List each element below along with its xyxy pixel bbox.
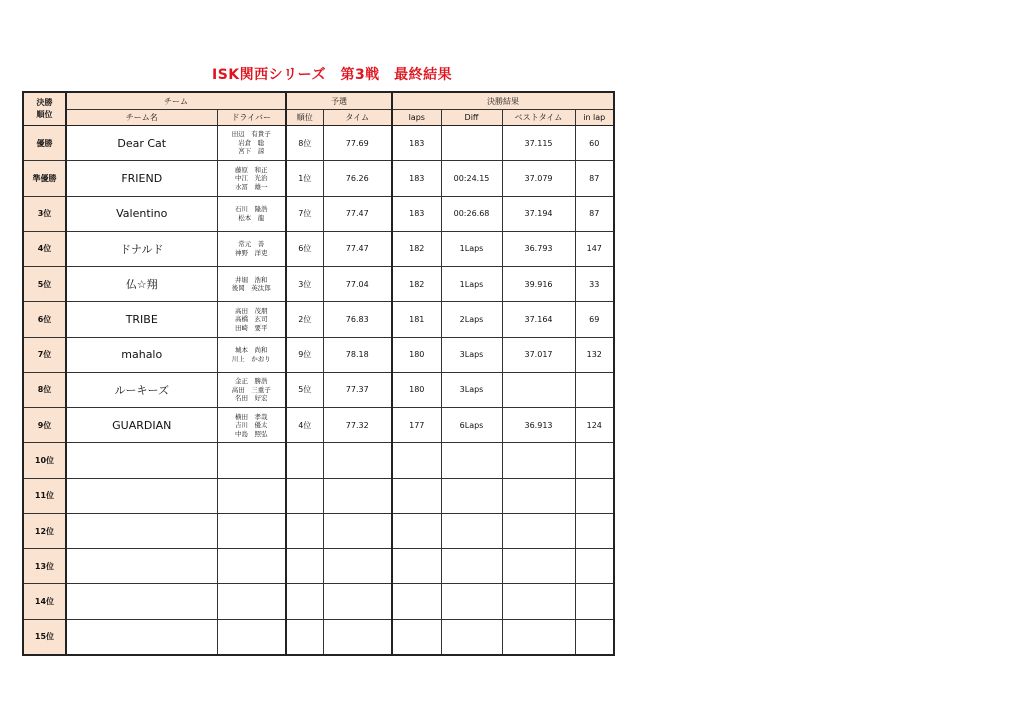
in-lap-cell: 147 (575, 231, 614, 266)
laps-cell: 183 (392, 161, 441, 196)
rank-cell: 優勝 (23, 126, 66, 161)
in-lap-cell (575, 372, 614, 407)
table-row (23, 372, 614, 407)
header-in-lap: in lap (575, 110, 614, 126)
header-rank-text: 決勝 順位 (36, 98, 53, 119)
qual-time-cell (323, 443, 392, 478)
team-name-cell: ドナルド (66, 231, 217, 266)
rank-cell: 14位 (23, 584, 66, 619)
qual-time-cell: 77.47 (323, 231, 392, 266)
qual-rank-cell: 2位 (286, 302, 323, 337)
in-lap-cell: 87 (575, 161, 614, 196)
qual-rank-cell: 7位 (286, 196, 323, 231)
qual-time-cell: 77.04 (323, 267, 392, 302)
driver-cell (217, 478, 286, 513)
diff-cell (441, 443, 502, 478)
team-name-cell (66, 443, 217, 478)
team-name-cell: Valentino (66, 196, 217, 231)
best-time-cell: 39.916 (502, 267, 575, 302)
laps-cell (392, 619, 441, 655)
table-row (23, 443, 614, 478)
best-time-cell: 37.115 (502, 126, 575, 161)
laps-cell (392, 443, 441, 478)
best-time-cell (502, 478, 575, 513)
page-title: ISK関西シリーズ 第3戦 最終結果 (212, 67, 453, 83)
header-team-group: チーム (66, 92, 286, 110)
in-lap-cell: 124 (575, 408, 614, 443)
qual-rank-cell: 1位 (286, 161, 323, 196)
diff-cell (441, 549, 502, 584)
team-name-cell: ルーキーズ (66, 372, 217, 407)
table-row (23, 126, 614, 161)
laps-cell: 180 (392, 372, 441, 407)
diff-cell (441, 126, 502, 161)
driver-cell: 藤原 和正 中江 光治 水冨 雄一 (217, 161, 286, 196)
in-lap-cell (575, 584, 614, 619)
qual-rank-cell (286, 584, 323, 619)
best-time-cell: 36.793 (502, 231, 575, 266)
table-row (23, 513, 614, 548)
driver-cell: 石川 隆浩 松本 龍 (217, 196, 286, 231)
rank-cell: 4位 (23, 231, 66, 266)
laps-cell (392, 478, 441, 513)
qual-rank-cell: 6位 (286, 231, 323, 266)
driver-cell (217, 584, 286, 619)
qual-time-cell: 76.83 (323, 302, 392, 337)
header-rank (23, 92, 66, 126)
rank-cell: 15位 (23, 619, 66, 655)
driver-cell: 高田 茂朋 高橋 玄司 田崎 要平 (217, 302, 286, 337)
rank-cell: 12位 (23, 513, 66, 548)
team-name-cell (66, 584, 217, 619)
laps-cell: 182 (392, 267, 441, 302)
results-body (23, 126, 614, 656)
team-name-cell (66, 513, 217, 548)
qual-rank-cell: 9位 (286, 337, 323, 372)
laps-cell: 181 (392, 302, 441, 337)
diff-cell (441, 478, 502, 513)
qual-time-cell: 77.47 (323, 196, 392, 231)
rank-cell: 準優勝 (23, 161, 66, 196)
diff-cell (441, 584, 502, 619)
diff-cell: 6Laps (441, 408, 502, 443)
best-time-cell (502, 443, 575, 478)
rank-cell: 10位 (23, 443, 66, 478)
qual-rank-cell (286, 619, 323, 655)
best-time-cell (502, 513, 575, 548)
qual-time-cell (323, 549, 392, 584)
team-name-cell: mahalo (66, 337, 217, 372)
table-row (23, 584, 614, 619)
diff-cell: 00:24.15 (441, 161, 502, 196)
driver-cell: 横田 孝哉 吉川 優太 中島 照弘 (217, 408, 286, 443)
best-time-cell (502, 372, 575, 407)
qual-time-cell: 76.26 (323, 161, 392, 196)
team-name-cell: GUARDIAN (66, 408, 217, 443)
driver-cell: 金正 勝浩 高田 三重子 名田 好宏 (217, 372, 286, 407)
best-time-cell: 36.913 (502, 408, 575, 443)
best-time-cell: 37.079 (502, 161, 575, 196)
best-time-cell (502, 549, 575, 584)
laps-cell (392, 513, 441, 548)
diff-cell: 2Laps (441, 302, 502, 337)
header-qual-group: 予選 (286, 92, 392, 110)
laps-cell: 180 (392, 337, 441, 372)
rank-cell: 7位 (23, 337, 66, 372)
qual-time-cell (323, 513, 392, 548)
best-time-cell: 37.194 (502, 196, 575, 231)
table-row (23, 337, 614, 372)
in-lap-cell: 33 (575, 267, 614, 302)
qual-rank-cell: 5位 (286, 372, 323, 407)
laps-cell (392, 584, 441, 619)
team-name-cell: 仏☆翔 (66, 267, 217, 302)
header-driver: ドライバー (217, 110, 286, 126)
in-lap-cell: 60 (575, 126, 614, 161)
qual-rank-cell (286, 443, 323, 478)
qual-time-cell (323, 619, 392, 655)
header-diff: Diff (441, 110, 502, 126)
qual-time-cell: 78.18 (323, 337, 392, 372)
rank-cell: 13位 (23, 549, 66, 584)
team-name-cell: FRIEND (66, 161, 217, 196)
best-time-cell (502, 584, 575, 619)
table-row (23, 267, 614, 302)
diff-cell: 00:26.68 (441, 196, 502, 231)
team-name-cell (66, 619, 217, 655)
table-row (23, 196, 614, 231)
in-lap-cell (575, 478, 614, 513)
team-name-cell: TRIBE (66, 302, 217, 337)
rank-cell: 8位 (23, 372, 66, 407)
rank-cell: 9位 (23, 408, 66, 443)
qual-time-cell (323, 478, 392, 513)
header-qual-time: タイム (323, 110, 392, 126)
qual-time-cell (323, 584, 392, 619)
table-row (23, 302, 614, 337)
table-row (23, 619, 614, 655)
diff-cell: 3Laps (441, 372, 502, 407)
rank-cell: 5位 (23, 267, 66, 302)
qual-time-cell: 77.37 (323, 372, 392, 407)
rank-cell: 6位 (23, 302, 66, 337)
diff-cell: 3Laps (441, 337, 502, 372)
driver-cell (217, 443, 286, 478)
table-row (23, 231, 614, 266)
team-name-cell (66, 549, 217, 584)
driver-cell (217, 549, 286, 584)
qual-time-cell: 77.69 (323, 126, 392, 161)
driver-cell: 常元 善 神野 洋吏 (217, 231, 286, 266)
table-row (23, 161, 614, 196)
team-name-cell (66, 478, 217, 513)
table-row (23, 408, 614, 443)
table-row (23, 549, 614, 584)
laps-cell: 183 (392, 196, 441, 231)
best-time-cell: 37.164 (502, 302, 575, 337)
header-laps: laps (392, 110, 441, 126)
qual-time-cell: 77.32 (323, 408, 392, 443)
in-lap-cell: 69 (575, 302, 614, 337)
laps-cell: 177 (392, 408, 441, 443)
qual-rank-cell: 3位 (286, 267, 323, 302)
rank-cell: 3位 (23, 196, 66, 231)
team-name-cell: Dear Cat (66, 126, 217, 161)
laps-cell (392, 549, 441, 584)
in-lap-cell: 87 (575, 196, 614, 231)
in-lap-cell: 132 (575, 337, 614, 372)
rank-cell: 11位 (23, 478, 66, 513)
header-qual-rank: 順位 (286, 110, 323, 126)
diff-cell: 1Laps (441, 231, 502, 266)
diff-cell (441, 513, 502, 548)
best-time-cell (502, 619, 575, 655)
in-lap-cell (575, 619, 614, 655)
header-team-name: チーム名 (66, 110, 217, 126)
driver-cell (217, 513, 286, 548)
in-lap-cell (575, 549, 614, 584)
in-lap-cell (575, 443, 614, 478)
qual-rank-cell: 8位 (286, 126, 323, 161)
best-time-cell: 37.017 (502, 337, 575, 372)
diff-cell: 1Laps (441, 267, 502, 302)
qual-rank-cell (286, 478, 323, 513)
laps-cell: 183 (392, 126, 441, 161)
in-lap-cell (575, 513, 614, 548)
header-final-group: 決勝結果 (392, 92, 614, 110)
qual-rank-cell: 4位 (286, 408, 323, 443)
driver-cell: 井堀 浩和 後岡 英汰郎 (217, 267, 286, 302)
header-best-time: ベストタイム (502, 110, 575, 126)
diff-cell (441, 619, 502, 655)
table-row (23, 478, 614, 513)
driver-cell: 田辺 有貴子 岩倉 聡 宮下 諒 (217, 126, 286, 161)
qual-rank-cell (286, 549, 323, 584)
driver-cell: 城本 尚和 川上 かおり (217, 337, 286, 372)
laps-cell: 182 (392, 231, 441, 266)
results-table (22, 91, 615, 656)
driver-cell (217, 619, 286, 655)
qual-rank-cell (286, 513, 323, 548)
